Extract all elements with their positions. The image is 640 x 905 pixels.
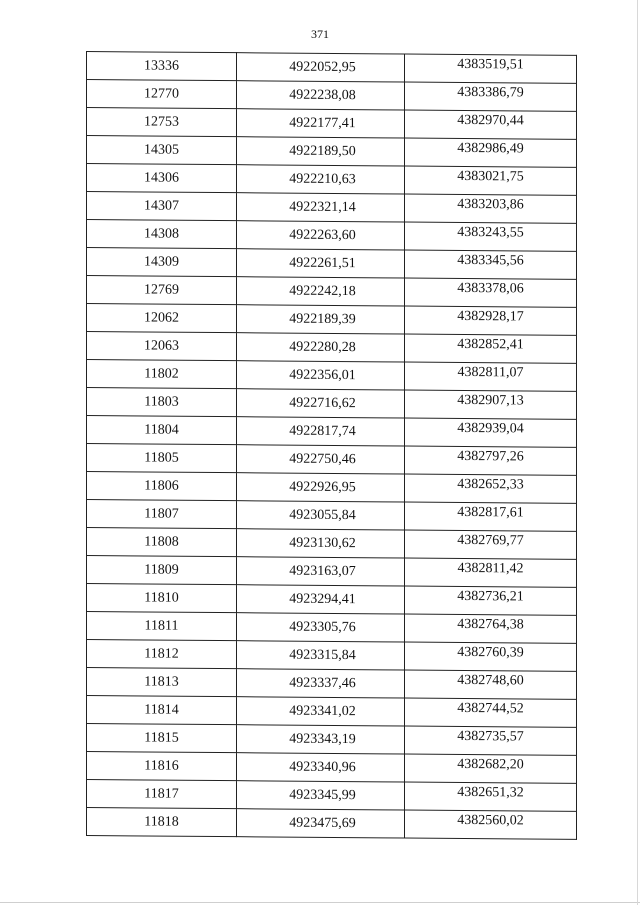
y-coordinate-text: 4382560,02 [457, 812, 524, 828]
y-coordinate-text: 4382907,13 [457, 392, 524, 408]
x-coordinate-cell [237, 641, 405, 670]
table-row [87, 472, 577, 504]
point-id-text: 11802 [144, 365, 179, 382]
x-coordinate-text: 4922817,74 [289, 423, 356, 439]
y-coordinate-text: 4383519,51 [457, 56, 524, 72]
x-coordinate-text: 4923475,69 [289, 815, 356, 831]
point-id-text: 11816 [144, 757, 179, 774]
y-coordinate-text: 4382970,44 [457, 112, 524, 128]
y-coordinate-text: 4382682,20 [457, 756, 524, 772]
y-coordinate-cell [405, 754, 577, 783]
point-id-text: 12753 [144, 113, 179, 130]
y-coordinate-cell [405, 194, 577, 223]
point-id-text: 14305 [144, 141, 179, 158]
y-coordinate-cell [405, 250, 577, 279]
x-coordinate-text: 4922210,63 [289, 171, 356, 187]
y-coordinate-text: 4382986,49 [457, 140, 524, 156]
point-id-cell [87, 192, 237, 221]
table-row [87, 220, 577, 252]
y-coordinate-cell [405, 390, 577, 419]
point-id-text: 11812 [144, 645, 179, 662]
y-coordinate-cell [405, 698, 577, 727]
y-coordinate-cell [405, 334, 577, 363]
y-coordinate-text: 4383021,75 [457, 168, 524, 184]
table-row [87, 612, 577, 644]
y-coordinate-text: 4382652,33 [457, 476, 524, 492]
table-row [87, 248, 577, 280]
point-id-cell [87, 668, 237, 697]
x-coordinate-cell [237, 193, 405, 222]
x-coordinate-text: 4922261,51 [289, 255, 356, 271]
scan-edge-bottom [0, 902, 640, 903]
y-coordinate-cell [405, 446, 577, 475]
point-id-text: 11807 [144, 505, 179, 522]
point-id-text: 11806 [144, 477, 179, 494]
point-id-text: 11803 [144, 393, 179, 410]
point-id-text: 11818 [144, 813, 179, 830]
point-id-cell [87, 108, 237, 137]
y-coordinate-cell [405, 558, 577, 587]
y-coordinate-text: 4383243,55 [457, 224, 524, 240]
point-id-text: 11809 [144, 561, 179, 578]
y-coordinate-text: 4382928,17 [457, 308, 524, 324]
y-coordinate-text: 4382748,60 [457, 672, 524, 688]
x-coordinate-cell [237, 277, 405, 306]
point-id-cell [87, 444, 237, 473]
y-coordinate-cell [405, 54, 577, 83]
x-coordinate-cell [237, 109, 405, 138]
x-coordinate-text: 4922263,60 [289, 227, 356, 243]
x-coordinate-text: 4922356,01 [289, 367, 356, 383]
point-id-cell [87, 808, 237, 837]
y-coordinate-text: 4382939,04 [457, 420, 524, 436]
x-coordinate-text: 4923163,07 [289, 563, 356, 579]
point-id-cell [87, 136, 237, 165]
point-id-cell [87, 332, 237, 361]
x-coordinate-cell [237, 809, 405, 838]
x-coordinate-cell [237, 781, 405, 810]
point-id-cell [87, 248, 237, 277]
x-coordinate-text: 4923305,76 [289, 619, 356, 635]
point-id-cell [87, 724, 237, 753]
x-coordinate-cell [237, 137, 405, 166]
x-coordinate-cell [237, 249, 405, 278]
x-coordinate-cell [237, 529, 405, 558]
x-coordinate-cell [237, 557, 405, 586]
x-coordinate-text: 4922750,46 [289, 451, 356, 467]
point-id-text: 11815 [144, 729, 179, 746]
point-id-text: 11805 [144, 449, 179, 466]
point-id-cell [87, 472, 237, 501]
x-coordinate-cell [237, 81, 405, 110]
point-id-cell [87, 696, 237, 725]
table-row [87, 500, 577, 532]
y-coordinate-text: 4383203,86 [457, 196, 524, 212]
table-row [87, 724, 577, 756]
x-coordinate-text: 4922926,95 [289, 479, 356, 495]
y-coordinate-cell [405, 642, 577, 671]
point-id-text: 12062 [144, 309, 179, 326]
y-coordinate-text: 4383378,06 [457, 280, 524, 296]
y-coordinate-cell [405, 362, 577, 391]
table-row [87, 640, 577, 672]
point-id-text: 11808 [144, 533, 179, 550]
y-coordinate-text: 4382744,52 [457, 700, 524, 716]
x-coordinate-text: 4923315,84 [289, 647, 356, 663]
point-id-text: 14307 [144, 197, 179, 214]
point-id-cell [87, 276, 237, 305]
y-coordinate-cell [405, 502, 577, 531]
point-id-cell [87, 584, 237, 613]
y-coordinate-cell [405, 670, 577, 699]
point-id-cell [87, 556, 237, 585]
point-id-text: 12769 [144, 281, 179, 298]
table-row [87, 584, 577, 616]
point-id-cell [87, 500, 237, 529]
point-id-cell [87, 752, 237, 781]
x-coordinate-cell [237, 445, 405, 474]
point-id-cell [87, 52, 237, 81]
x-coordinate-cell [237, 753, 405, 782]
x-coordinate-text: 4922177,41 [289, 115, 356, 131]
x-coordinate-cell [237, 389, 405, 418]
x-coordinate-cell [237, 221, 405, 250]
x-coordinate-cell [237, 725, 405, 754]
table-row [87, 416, 577, 448]
x-coordinate-text: 4922189,50 [289, 143, 356, 159]
page-number: 371 [311, 27, 329, 41]
x-coordinate-cell [237, 53, 405, 82]
point-id-cell [87, 220, 237, 249]
table-row [87, 332, 577, 364]
y-coordinate-text: 4382797,26 [457, 448, 524, 464]
x-coordinate-text: 4923345,99 [289, 787, 356, 803]
x-coordinate-cell [237, 305, 405, 334]
table-row [87, 108, 577, 140]
point-id-cell [87, 612, 237, 641]
y-coordinate-text: 4382736,21 [457, 588, 524, 604]
x-coordinate-text: 4922280,28 [289, 339, 356, 355]
y-coordinate-text: 4382817,61 [457, 504, 524, 520]
x-coordinate-text: 4922716,62 [289, 395, 356, 411]
y-coordinate-cell [405, 810, 577, 839]
y-coordinate-text: 4382811,07 [457, 364, 524, 380]
point-id-text: 11811 [144, 617, 179, 634]
point-id-text: 14309 [144, 253, 179, 270]
y-coordinate-cell [405, 586, 577, 615]
y-coordinate-cell [405, 614, 577, 643]
x-coordinate-text: 4923337,46 [289, 675, 356, 691]
y-coordinate-cell [405, 278, 577, 307]
table-row [87, 304, 577, 336]
table-row [87, 780, 577, 812]
point-id-cell [87, 164, 237, 193]
y-coordinate-text: 4382764,38 [457, 616, 524, 632]
table-row [87, 752, 577, 784]
y-coordinate-cell [405, 138, 577, 167]
point-id-text: 12063 [144, 337, 179, 354]
point-id-text: 12770 [144, 85, 179, 102]
x-coordinate-text: 4923130,62 [289, 535, 356, 551]
y-coordinate-cell [405, 82, 577, 111]
table-row [87, 668, 577, 700]
point-id-text: 14306 [144, 169, 179, 186]
x-coordinate-text: 4922052,95 [289, 59, 356, 75]
point-id-text: 13336 [144, 57, 179, 74]
x-coordinate-text: 4923341,02 [289, 703, 356, 719]
point-id-cell [87, 780, 237, 809]
point-id-cell [87, 80, 237, 109]
y-coordinate-cell [405, 110, 577, 139]
x-coordinate-cell [237, 333, 405, 362]
y-coordinate-text: 4382852,41 [457, 336, 524, 352]
x-coordinate-cell [237, 361, 405, 390]
x-coordinate-text: 4923343,19 [289, 731, 356, 747]
point-id-text: 11813 [144, 673, 179, 690]
table-row [87, 80, 577, 112]
point-id-cell [87, 388, 237, 417]
x-coordinate-text: 4923340,96 [289, 759, 356, 775]
y-coordinate-text: 4382735,57 [457, 728, 524, 744]
table-row [87, 136, 577, 168]
x-coordinate-text: 4922189,39 [289, 311, 356, 327]
y-coordinate-cell [405, 222, 577, 251]
point-id-cell [87, 528, 237, 557]
x-coordinate-text: 4922242,18 [289, 283, 356, 299]
table-row [87, 192, 577, 224]
y-coordinate-cell [405, 306, 577, 335]
coordinates-table-body [87, 52, 577, 840]
x-coordinate-cell [237, 473, 405, 502]
x-coordinate-cell [237, 501, 405, 530]
table-row [87, 528, 577, 560]
point-id-cell [87, 640, 237, 669]
x-coordinate-cell [237, 585, 405, 614]
scan-edge-right [637, 0, 638, 905]
point-id-cell [87, 304, 237, 333]
x-coordinate-cell [237, 613, 405, 642]
x-coordinate-text: 4922321,14 [289, 199, 356, 215]
point-id-text: 11817 [144, 785, 179, 802]
table-row [87, 808, 577, 840]
y-coordinate-text: 4382769,77 [457, 532, 524, 548]
table-row [87, 360, 577, 392]
y-coordinate-cell [405, 530, 577, 559]
y-coordinate-text: 4383386,79 [457, 84, 524, 100]
table-row [87, 696, 577, 728]
y-coordinate-text: 4382760,39 [457, 644, 524, 660]
point-id-text: 14308 [144, 225, 179, 242]
y-coordinate-cell [405, 418, 577, 447]
x-coordinate-cell [237, 697, 405, 726]
table-row [87, 52, 577, 84]
point-id-text: 11804 [144, 421, 179, 438]
x-coordinate-cell [237, 165, 405, 194]
y-coordinate-cell [405, 782, 577, 811]
point-id-text: 11814 [144, 701, 179, 718]
y-coordinate-text: 4382651,32 [457, 784, 524, 800]
point-id-cell [87, 416, 237, 445]
point-id-text: 11810 [144, 589, 179, 606]
x-coordinate-text: 4923055,84 [289, 507, 356, 523]
y-coordinate-text: 4382811,42 [457, 560, 524, 576]
y-coordinate-text: 4383345,56 [457, 252, 524, 268]
coordinates-table [86, 51, 577, 840]
x-coordinate-text: 4923294,41 [289, 591, 356, 607]
y-coordinate-cell [405, 474, 577, 503]
y-coordinate-cell [405, 726, 577, 755]
table-row [87, 276, 577, 308]
table-row [87, 164, 577, 196]
x-coordinate-cell [237, 417, 405, 446]
table-row [87, 444, 577, 476]
x-coordinate-text: 4922238,08 [289, 87, 356, 103]
table-row [87, 556, 577, 588]
y-coordinate-cell [405, 166, 577, 195]
table-row [87, 388, 577, 420]
x-coordinate-cell [237, 669, 405, 698]
point-id-cell [87, 360, 237, 389]
